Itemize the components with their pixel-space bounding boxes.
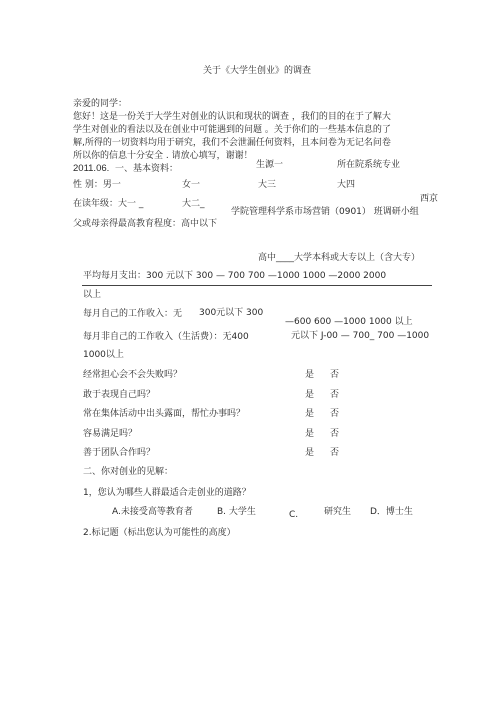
- department-name: 学院管理科学系市场营销（0901） 班调研小组: [231, 207, 419, 217]
- question-crowd: 1，您认为哪些人群最适合走创业的道路？: [83, 488, 251, 498]
- education-options: 高中____大学本科或大专以上（含大专）: [258, 253, 421, 263]
- yes-option[interactable]: 是: [305, 448, 315, 458]
- no-option[interactable]: 否: [330, 409, 340, 419]
- greeting: 亲爱的同学：: [73, 99, 128, 109]
- intro-line-3: 解,所得的一切资料均用于研究，我们不会泄漏任何资料，且本问卷为无记名问卷: [73, 138, 391, 148]
- intro-line-4: 所以你的信息十分安全 . 请放心填写，谢谢！: [73, 151, 253, 161]
- yes-option[interactable]: 是: [305, 390, 315, 400]
- question-1: 经常担心会不会失败吗？: [83, 370, 183, 380]
- spending-underline: [82, 285, 432, 286]
- school-prefix: 西京: [420, 194, 439, 204]
- question-4: 容易满足吗？: [83, 429, 138, 439]
- grade-2: 大二_: [182, 199, 205, 209]
- spending-line: 平均每月支出：300 元以下 300 — 700 700 —1000 1000 —2000 2000: [83, 271, 387, 281]
- page-title: 关于《大学生创业》的调查: [203, 66, 312, 76]
- yes-option[interactable]: 是: [305, 429, 315, 439]
- allowance-rest: 元以下 J-00 — 700_ 700 —1000: [291, 331, 430, 341]
- grade-4: 大四: [337, 180, 356, 190]
- intro-line-2: 学生对创业的看法以及在创业中可能遇到的问题 。关于你们的一些基本信息的了: [73, 125, 391, 135]
- parent-education: 父或母亲得最高教育程度：高中以下: [73, 219, 218, 229]
- no-option[interactable]: 否: [330, 448, 340, 458]
- gender-female: 女一: [182, 180, 201, 190]
- allowance-label: 每月非自己的工作收入（生活费）：无400: [83, 332, 249, 342]
- allowance-continued: 1000以上: [83, 350, 124, 360]
- grade-3: 大三: [258, 180, 277, 190]
- question-marking: 2.标记题（标出您认为可能性的高度）: [83, 528, 236, 538]
- option-c[interactable]: C.: [289, 510, 299, 520]
- option-a[interactable]: A.未接受高等教育者: [112, 507, 193, 517]
- work-income-rest: —600 600 —1000 1000 以上: [285, 317, 413, 327]
- question-2: 敢于表现自己吗？: [83, 390, 156, 400]
- source-label: 生源一: [256, 160, 284, 170]
- work-income-value: 300元以下 300: [199, 308, 264, 318]
- spending-continued: 以上: [83, 290, 102, 300]
- survey-date: 2011.06.: [73, 163, 110, 174]
- yes-option[interactable]: 是: [305, 370, 315, 380]
- section2-heading: 二、你对创业的见解：: [83, 467, 174, 477]
- section1-heading: 一、基本资料：: [115, 164, 179, 174]
- gender-label: 性 别：男一: [73, 180, 121, 190]
- option-d[interactable]: D．博士生: [370, 507, 413, 517]
- department-label: 所在院系统专业: [337, 160, 401, 170]
- yes-option[interactable]: 是: [305, 409, 315, 419]
- question-3: 常在集体活动中出头露面，帮忙办事吗？: [83, 409, 246, 419]
- question-5: 善于团队合作吗？: [83, 448, 156, 458]
- work-income-label: 每月自己的工作收入：无: [83, 309, 183, 319]
- option-b[interactable]: B. 大学生: [217, 507, 256, 517]
- grade-label: 在读年级：大一 _: [73, 199, 144, 209]
- no-option[interactable]: 否: [330, 390, 340, 400]
- intro-line-1: 您好！这是一份关于大学生对创业的认识和现状的调查 ，我们的目的在于了解大: [73, 112, 391, 122]
- option-c-text[interactable]: 研究生: [324, 507, 352, 517]
- no-option[interactable]: 否: [330, 429, 340, 439]
- no-option[interactable]: 否: [330, 370, 340, 380]
